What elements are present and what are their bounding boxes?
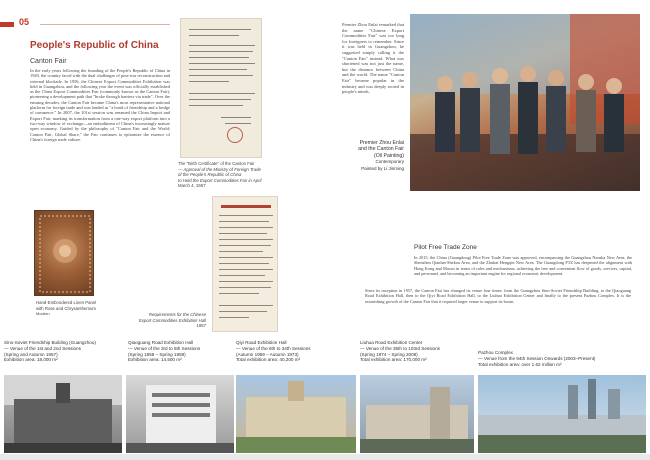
page-title: People's Republic of China — [30, 40, 159, 51]
qiyi-road-hall-photo — [236, 375, 356, 453]
venue-history-text: Since its inception in 1957, the Canton Fair has changed its venue four times: from the Guangzhou Sino-Soviet Friendship Building, to the Qiaoguang Road Exhibition Hall, then to the Qiyi Road Exhibition Hall, to the Liuhua Exhibition Center and finally to the present Pazhou Complex. It is the astonishing growth of the Canton Fair that it required larger venue to support its boom. — [365, 288, 631, 304]
ftz-heading: Pilot Free Trade Zone — [414, 244, 477, 251]
liuhua-center-photo — [360, 375, 474, 453]
zhou-enlai-oil-painting — [410, 14, 640, 191]
header-rule — [40, 24, 170, 25]
sino-soviet-building-photo — [4, 375, 122, 453]
panel-caption: Hand-Embroidered Linen Panel with Rose and Chrysanthemum Modern — [36, 300, 97, 317]
birth-certificate-document — [180, 18, 262, 158]
venue-caption: Qiyi Road Exhibition Hall — Venue of the 6th to 34th Sessions (Autumn 1959 – Autumn 1973) Total exhibition area: 40,200 m² — [236, 340, 311, 363]
section-heading: Canton Fair — [30, 58, 67, 65]
seal-stamp-icon — [227, 127, 243, 143]
venue-caption: Sino-Soviet Friendship Building (Guangzhou) — Venue of the 1st and 2nd Sessions (Spring and Autumn 1957) Exhibition area: 18,000 m² — [4, 340, 96, 363]
venue-caption: Pazhou Complex — Venue from the 94th Session Onwards (2003–Present) Total exhibition area: over 1.62 million m² — [478, 350, 596, 367]
page-number: 05 — [19, 17, 30, 27]
body-text: In the early years following the founding of the People's Republic of China in 1949, the country faced with the dual challenges of post-war reconstruction and external blockade. In 1956, the Chinese Export Commodities Exhibition was held in Guangzhou, and the following year the event was officially established as the China Export Commodities Fair (commonly known as the Canton Fair), pioneering a development path that "broke through barriers via trade". Over the ensuing decades, the Canton Fair became China's most representative national platform for foreign trade and was lauded as "a bond of friendship and a bridge of commerce." In 2007, the 101st session was renamed the China Import and Export Fair, marking its transformation from a one-way export platform into a two-way window of exchange—an embodiment of China's increasingly mature open economy. Guided by the philosophy of "Canton Fair and the World; Canton Fair, Global Share," the Fair continues to epitomize the essence of China's foreign trade culture. — [30, 68, 170, 142]
venue-caption: Liuhua Road Exhibition Center — Venue of the 35th to 103rd Sessions (Spring 1974 – Spring 2008) Total exhibition area: 170,000 m² — [360, 340, 440, 363]
painting-caption: Premier Zhou Enlai and the Canton Fair (Oil Painting) Contemporary Painted by Li Jinming — [358, 140, 404, 171]
ftz-text: In 2015, the China (Guangdong) Pilot Free Trade Zone was approved, encompassing the Guangzhou Nansha New Area, the Shenzhen Qianhai-Shekou Area, and the Zhuhai Hengqin New Area. The Guangdong FTZ has deepened the alignment with Hong Kong and Macao in terms of rules and mechanisms, achieving the free and convenient flow of goods, services, capital, and personnel, and becoming an important engine for regional economic development. — [414, 255, 632, 277]
qiaoguang-hall-photo — [126, 375, 234, 453]
header-accent-bar — [0, 22, 14, 27]
venue-caption: Qiaoguang Road Exhibition Hall — Venue of the 3rd to 5th Sessions (Spring 1958 – Spring 1959) Exhibition area: 14,500 m² — [128, 340, 201, 363]
page-bottom-strip — [0, 454, 650, 460]
requirements-caption: Requirements for the Chinese Export Commodities Exhibition Hall 1957 — [138, 312, 206, 329]
pazhou-complex-photo — [478, 375, 646, 453]
requirements-document — [212, 196, 278, 332]
certificate-caption: The "Birth Certificate" of the Canton Fair — Approval of the Ministry of Foreign Trade of the People's Republic of China to Hold the Export Commodities Fair in April March 4, 1957 — [178, 161, 262, 189]
embroidered-linen-panel — [34, 210, 94, 296]
zhou-enlai-quote: Premier Zhou Enlai remarked that the name "Chinese Export Commodities Fair" was too long for foreigners to remember. Since it was held in Guangzhou, he suggested simply calling it the "Canton Fair" instead. What was shortened was not just the name, but the distance between China and the world. The name "Canton Fair" became popular in the industry and was deeply rooted in people's minds. — [342, 22, 404, 95]
